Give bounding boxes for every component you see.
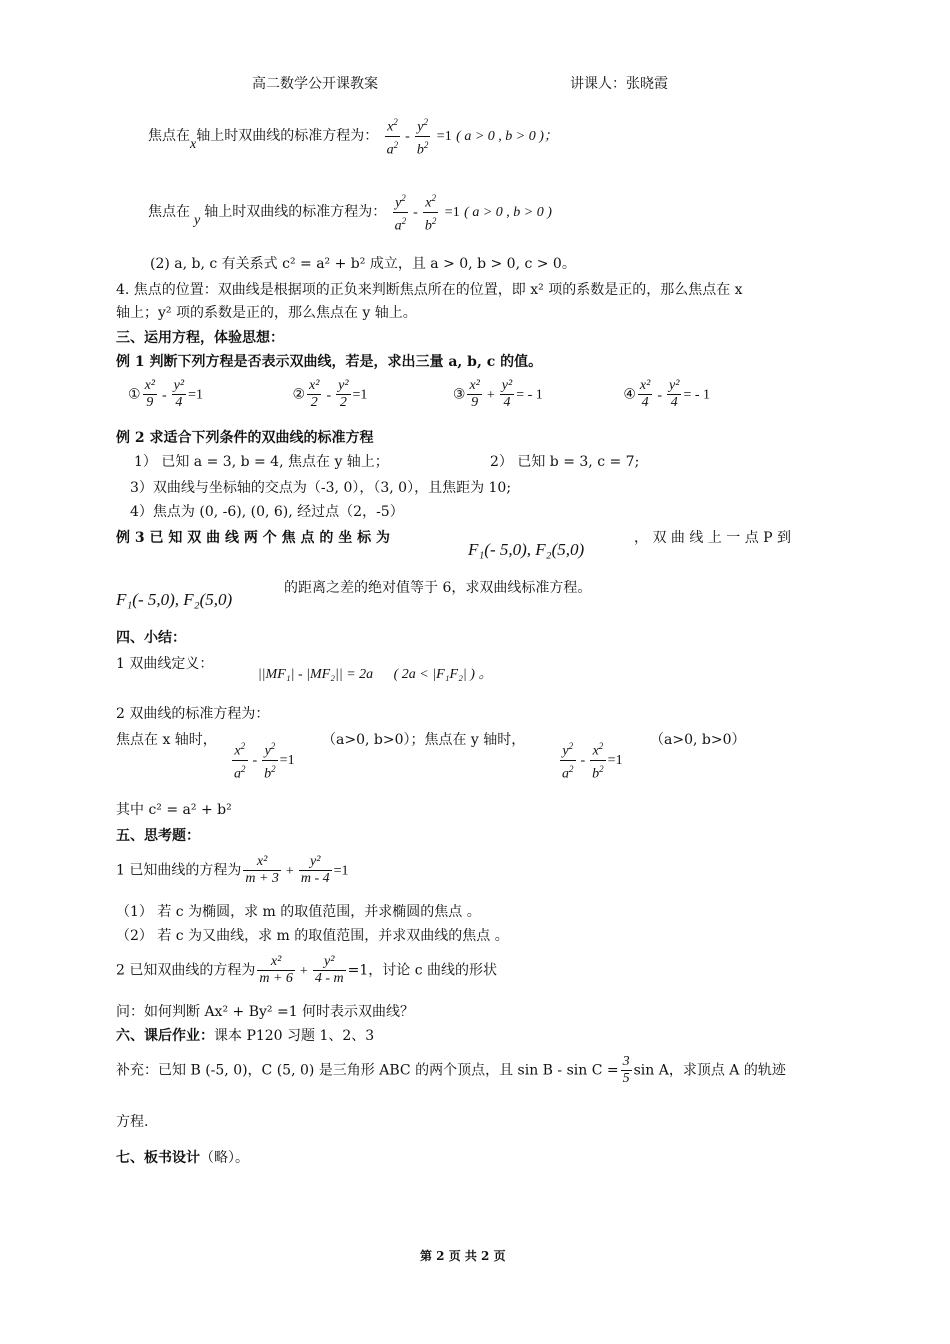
section-3-title: 三、运用方程，体验思想： [116,330,284,346]
denominator: 4 [500,394,514,411]
rhs: =1，讨论 c 曲线的形状 [347,962,497,979]
course-title: 高二数学公开课教案 [252,76,378,92]
foci-coords-1: F₁(- 5,0), F₂(5,0) [468,540,585,559]
numerator: x² [256,854,268,869]
summary-relation: 其中 c² = a² + b² [116,802,232,818]
denominator: 4 [172,394,186,411]
supplement-end: 方程. [116,1114,149,1130]
numerator: y² [324,954,335,969]
circle-num: ④ [623,386,636,403]
question-1a: （1） 若 c 为椭圆，求 m 的取值范围，并求椭圆的焦点 。 [116,904,481,920]
equals-one: =1 [279,753,295,769]
summary-y-cond: （a>0, b>0） [650,732,746,748]
ex1-item-1 [128,378,288,411]
section-7 [116,1148,249,1168]
focus-position-2: 轴上；y² 项的系数是正的，那么焦点在 y 轴上。 [116,305,417,321]
denominator: 5 [622,1071,630,1086]
numerator: y² [338,378,349,393]
ex1-item-3 [453,378,619,411]
denominator: 9 [467,394,481,411]
summary-x-eq: $\frac{x^2}{a^2}$ - $\frac{y^2}{b^2}$ =1 [234,741,295,782]
rhs: = - 1 [516,387,543,403]
std-eq-label: 2 双曲线的标准方程为： [116,706,270,722]
text: 焦点在 [148,204,190,221]
text: 焦点在 [148,128,190,145]
text: 轴上时双曲线的标准方程为： [196,128,379,145]
section-4-title: 四、小结： [116,630,186,646]
rhs: =1 [188,387,203,403]
denominator: 4 [667,394,681,411]
ex1-item-4 [623,378,710,411]
text: 1 双曲线定义： [116,656,214,672]
section-5-title: 五、思考题： [116,828,200,844]
denominator: m + 3 [245,871,279,886]
std-eq-y: 焦点在y轴上时双曲线的标准方程为： $\frac{y^2}{a^2}$ - $\frac{x^2}{b^2}$ =1 ( a > 0 , b > 0 ) [148,190,552,234]
fraction: $\frac{y^2}{a^2}$ [394,193,407,234]
std-eq-x: 焦点在x轴上时双曲线的标准方程为： $\frac{x^2}{a^2}$ - $\frac{y^2}{b^2}$ =1 ( a > 0 , b > 0 )； [148,114,558,158]
note: （略）。 [200,1150,249,1166]
ex2-title-text: 例 2 求适合下列条件的双曲线的标准方程 [116,430,374,446]
text: 轴上时双曲线的标准方程为： [204,204,387,221]
example-3-line-1b: ， 双 曲 线 上 一 点 P 到 [634,530,792,546]
foci-coords-2: F₁(- 5,0), F₂(5,0) [116,590,233,609]
denominator: 9 [143,394,157,411]
equals-one: =1 [436,129,452,145]
circle-num: ② [292,386,306,403]
supplement [116,1054,786,1098]
axis-x: x [190,137,197,153]
numerator: y² [669,378,680,393]
operator: - [326,387,332,403]
fraction: $\frac{y^2}{b^2}$ [416,117,429,158]
question-1: 1 已知曲线的方程为 $\frac{\text{x²}}{m + 3}$ + $\frac{\text{y²}}{m - 4}$ =1 [116,854,349,886]
question-3: 问：如何判断 Ax² + By² =1 何时表示双曲线？ [116,1004,415,1020]
denominator: 2 [307,394,321,411]
definition-cond: ( 2a < |F₁F₂| ) 。 [393,667,493,682]
page-footer: 第 2 页 共 2 页 [420,1249,506,1263]
equals-one: =1 [444,205,460,221]
example-3-line-1: 例 3 已 知 双 曲 线 两 个 焦 点 的 坐 标 为 [116,530,390,546]
operator: + [486,387,495,403]
numerator: x² [270,954,282,969]
numerator: x² [469,378,480,393]
circle-num: ① [128,386,141,403]
denominator: m + 6 [259,971,293,986]
text: sin A，求顶点 A 的轨迹 [633,1062,786,1079]
operator: - [161,387,167,403]
denominator: 4 [638,394,652,411]
relation-line: (2) a, b, c 有关系式 c² = a² + b² 成立，且 a > 0, b > 0, c > 0。 [150,256,576,272]
teacher-name: 讲课人：张晓霞 [570,76,668,92]
ex2-item-1: 1） 已知 a = 3, b = 4, 焦点在 y 轴上； [134,454,389,470]
ex2-item-3: 3）双曲线与坐标轴的交点为（-3, 0），（3, 0），且焦距为 10; [130,480,512,496]
summary-x-axis: 焦点在 x 轴时， [116,732,217,748]
question-1b: （2） 若 c 为又曲线，求 m 的取值范围，并求双曲线的焦点 。 [116,928,509,944]
focus-position-1: 4. 焦点的位置：双曲线是根据项的正负来判断焦点所在的位置，即 x² 项的系数是正的，那么焦点在 x [116,282,743,298]
equals-one: =1 [607,753,623,769]
condition: （a>0, b>0） [322,732,411,748]
example-1-title: 例 1 判断下列方程是否表示双曲线，若是，求出三量 a, b, c 的值。 [116,354,543,370]
question-2: 2 已知双曲线的方程为 $\frac{\text{x²}}{m + 6}$ + $\frac{\text{y²}}{4 - m}$ =1，讨论 c 曲线的形状 [116,954,497,986]
example-1-items [128,378,710,422]
section-6-title: 六、课后作业： [116,1028,214,1044]
example-3-line-2: 的距离之差的绝对值等于 6，求双曲线标准方程。 [284,580,592,596]
text: 1 已知曲线的方程为 [116,862,242,879]
text: 2 已知双曲线的方程为 [116,962,256,979]
denominator: m - 4 [300,871,330,886]
y-axis-label: ；焦点在 y 轴时， [410,732,526,748]
operator: - [657,387,663,403]
summary-x-cond [322,730,525,750]
fraction: $\frac{x^2}{a^2}$ [386,117,399,158]
condition: ( a > 0 , b > 0 ) [464,205,552,221]
numerator: y² [501,378,513,393]
numerator: 3 [622,1054,630,1069]
example-2-title [116,428,374,448]
definition-eq: ||MF₁| - |MF₂|| = 2a [257,667,374,682]
ex2-item-2: 2） 已知 b = 3, c = 7; [490,454,640,470]
section-7-title: 七、板书设计 [116,1150,200,1166]
fraction: $\frac{x^2}{b^2}$ [424,193,437,234]
numerator: y² [310,854,321,869]
circle-num: ③ [452,386,466,403]
denominator: 2 [336,394,350,411]
ex2-item-4: 4）焦点为 (0, -6), (0, 6), 经过点（2，-5） [130,504,404,520]
numerator: y² [173,378,185,393]
numerator: x² [309,378,320,393]
summary-y-eq: $\frac{y^2}{a^2}$ - $\frac{x^2}{b^2}$ =1 [562,741,623,782]
axis-y: y [194,213,201,229]
text: 补充：已知 B (-5, 0)，C (5, 0) 是三角形 ABC 的两个顶点，且 sin B - sin C = [116,1062,619,1079]
condition: ( a > 0 , b > 0 )； [456,129,558,145]
section-6 [116,1026,374,1046]
numerator: x² [639,378,651,393]
rhs: = - 1 [683,387,710,403]
numerator: x² [144,378,155,393]
homework: 课本 P120 习题 1、2、3 [214,1028,375,1044]
definition-line [116,654,493,682]
rhs: =1 [352,387,368,403]
ex1-item-2 [292,378,448,411]
rhs: =1 [333,863,349,879]
denominator: 4 - m [314,971,344,986]
